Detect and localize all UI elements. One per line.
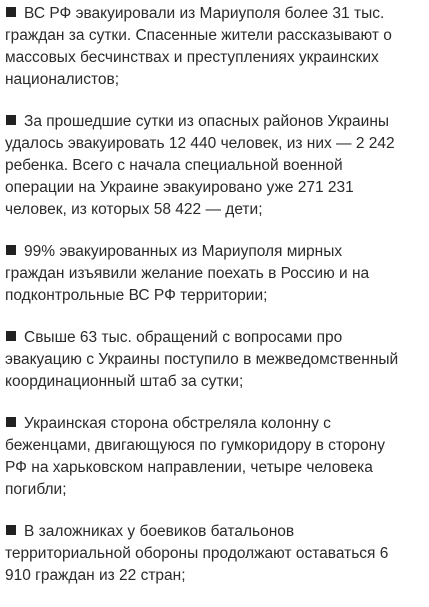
item-line: координационный штаб за сутки; xyxy=(5,373,244,390)
list-item xyxy=(5,413,429,501)
item-line: граждан изъявили желание поехать в Россию и на xyxy=(5,265,370,282)
item-line: операции на Украине эвакуировано уже 271 231 xyxy=(5,179,354,196)
item-line: беженцами, двигающуюся по гумкоридору в сторону xyxy=(5,437,385,454)
square-bullet-icon xyxy=(6,331,16,341)
square-bullet-icon xyxy=(6,7,16,17)
item-line: подконтрольные ВС РФ территории; xyxy=(5,287,268,304)
item-line: эвакуацию с Украины поступило в межведомственный xyxy=(5,351,399,368)
square-bullet-icon xyxy=(6,525,16,535)
item-line: граждан за сутки. Спасенные жители рассказывают о xyxy=(5,27,392,44)
item-line: территориальной обороны продолжают оставаться 6 xyxy=(5,545,389,562)
news-bullet-list xyxy=(5,3,429,607)
item-line: Украинская сторона обстреляла колонну с xyxy=(24,415,331,432)
list-item xyxy=(5,327,429,393)
item-line: 99% эвакуированных из Мариуполя мирных xyxy=(24,243,343,260)
item-line: В заложниках у боевиков батальонов xyxy=(24,523,295,540)
list-item xyxy=(5,241,429,307)
item-line: За прошедшие сутки из опасных районов Украины xyxy=(24,113,390,130)
item-line: ребенка. Всего с начала специальной военной xyxy=(5,157,343,174)
item-line: РФ на харьковском направлении, четыре человека xyxy=(5,459,373,476)
square-bullet-icon xyxy=(6,245,16,255)
list-item xyxy=(5,3,429,91)
square-bullet-icon xyxy=(6,115,16,125)
item-line: погибли; xyxy=(5,481,67,498)
item-line: Свыше 63 тыс. обращений с вопросами про xyxy=(24,329,343,346)
list-item xyxy=(5,111,429,221)
item-line: 910 граждан из 22 стран; xyxy=(5,567,186,584)
item-line: человек, из которых 58 422 — дети; xyxy=(5,201,263,218)
item-line: удалось эвакуировать 12 440 человек, из них — 2 242 xyxy=(5,135,395,152)
item-line: массовых бесчинствах и преступлениях украинских xyxy=(5,49,379,66)
list-item xyxy=(5,521,429,587)
square-bullet-icon xyxy=(6,417,16,427)
item-line: ВС РФ эвакуировали из Мариуполя более 31 тыс. xyxy=(24,5,385,22)
item-line: националистов; xyxy=(5,71,120,88)
